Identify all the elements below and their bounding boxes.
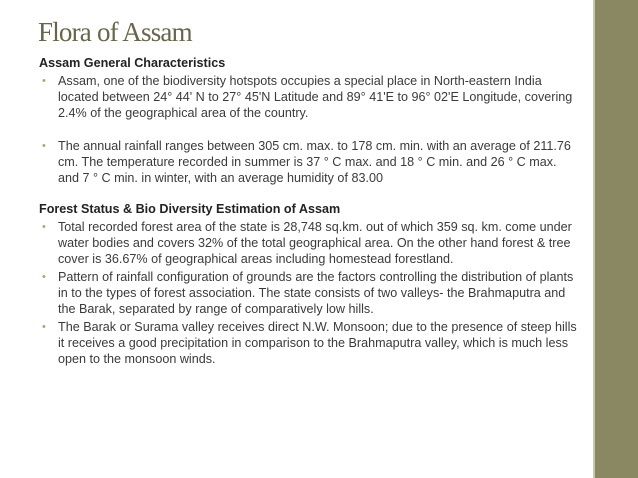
bullet-icon: • bbox=[42, 140, 46, 152]
slide-title: Flora of Assam bbox=[38, 17, 192, 47]
decorative-sidebar bbox=[595, 0, 638, 478]
list-item bbox=[39, 269, 579, 317]
bullet-icon: • bbox=[42, 221, 46, 233]
list-item bbox=[39, 73, 579, 121]
bullet-icon: • bbox=[42, 75, 46, 87]
bullet-icon: • bbox=[42, 271, 46, 283]
list-item bbox=[39, 319, 579, 367]
bullet-text: The annual rainfall ranges between 305 cm. max. to 178 cm. min. with an average of 211.76 cm. The temperature recorded in summer is 37 ° C max. and 18 ° C min. and 26 ° C max. and 7 ° C min. in winter, with an average humidity of 83.00 bbox=[58, 139, 571, 185]
bullet-icon: • bbox=[42, 321, 46, 333]
forest-bullet-list bbox=[39, 219, 579, 367]
slide-content bbox=[39, 55, 579, 369]
list-item bbox=[39, 219, 579, 267]
bullet-text: The Barak or Surama valley receives direct N.W. Monsoon; due to the presence of steep hills it receives a good precipitation in comparison to the Brahmaputra valley, which is much less open to the monsoon winds. bbox=[58, 320, 577, 366]
section-heading-forest: Forest Status & Bio Diversity Estimation of Assam bbox=[39, 202, 341, 216]
section-spacer bbox=[39, 188, 579, 201]
general-bullet-list bbox=[39, 73, 579, 186]
bullet-text: Assam, one of the biodiversity hotspots occupies a special place in North-eastern India located between 24° 44' N to 27° 45'N Latitude and 89° 41'E to 96° 02'E Longitude, covering 2.4% of the geographical area of the country. bbox=[58, 74, 573, 120]
bullet-text: Total recorded forest area of the state is 28,748 sq.km. out of which 359 sq. km. come under water bodies and covers 32% of the total geographical area. On the other hand forest & tree cover is 36.67% of geographical areas including homestead forestland. bbox=[58, 220, 572, 266]
list-item bbox=[39, 138, 579, 186]
section-heading-general: Assam General Characteristics bbox=[39, 56, 226, 70]
bullet-text: Pattern of rainfall configuration of grounds are the factors controlling the distribution of plants in to the types of forest association. The state consists of two valleys- the Brahmaputra and the Barak, separated by range of comparatively low hills. bbox=[58, 270, 574, 316]
